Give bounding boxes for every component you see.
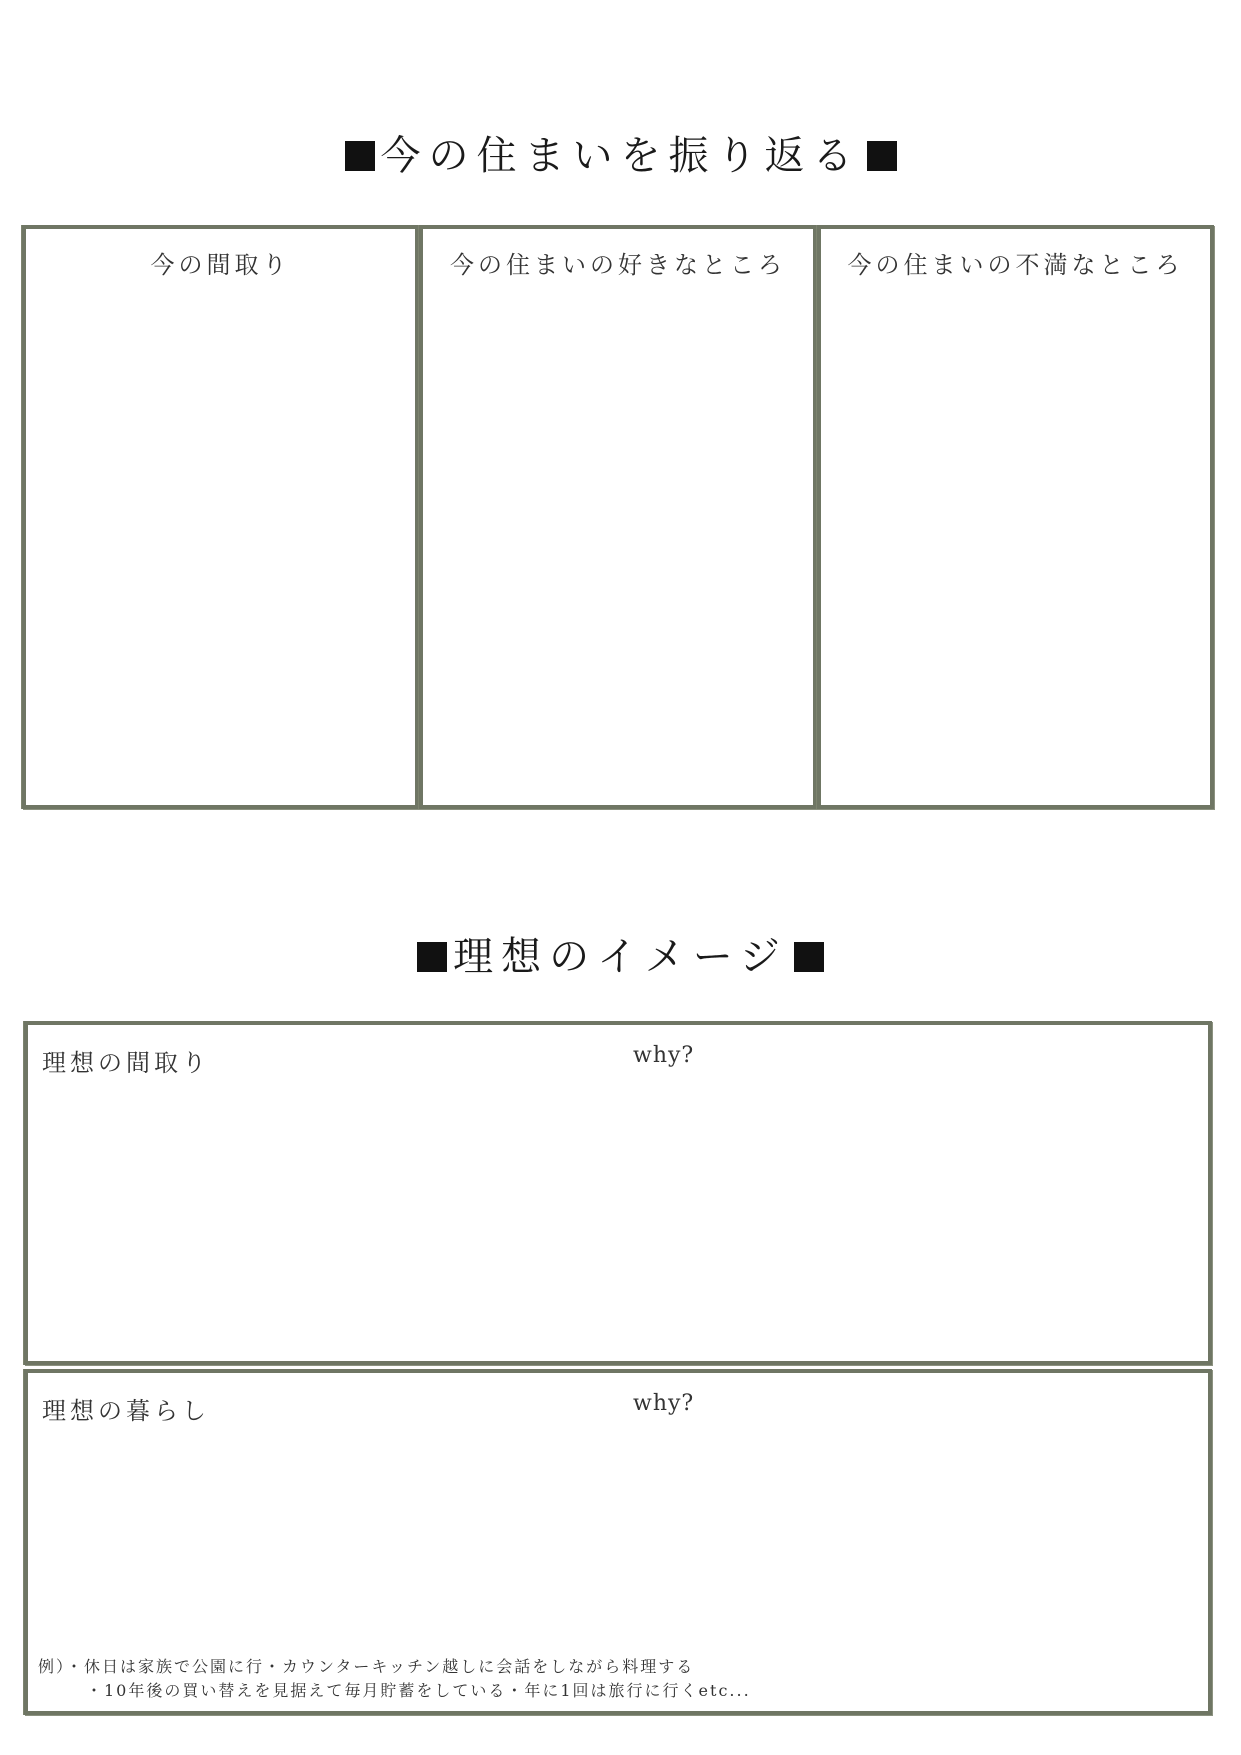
ideal-section-title-text: 理想のイメージ	[453, 934, 788, 980]
current-likes-label: 今の住まいの好きなところ	[450, 251, 786, 279]
ideal-section-title	[0, 925, 1241, 982]
square-bullet-icon	[867, 141, 897, 171]
example-notes	[38, 1655, 751, 1703]
current-layout-label: 今の間取り	[150, 251, 291, 279]
square-bullet-icon	[794, 942, 824, 972]
ideal-layout-label: 理想の間取り	[42, 1049, 210, 1077]
example-text-1: ・休日は家族で公園に行・カウンターキッチン越しに会話をしながら料理する	[66, 1657, 695, 1676]
current-likes-box[interactable]	[419, 225, 817, 809]
square-bullet-icon	[345, 141, 375, 171]
example-prefix: 例）	[38, 1657, 67, 1676]
current-dislikes-label: 今の住まいの不満なところ	[847, 251, 1184, 279]
ideal-life-why-label: why?	[633, 1391, 695, 1416]
ideal-layout-why-label: why?	[633, 1043, 695, 1068]
example-line-1	[38, 1655, 751, 1679]
ideal-life-label: 理想の暮らし	[42, 1397, 210, 1425]
square-bullet-icon	[417, 942, 447, 972]
review-section-title	[0, 124, 1241, 181]
example-line-2: ・10年後の買い替えを見据えて毎月貯蓄をしている・年に1回は旅行に行くetc...	[86, 1681, 751, 1700]
review-section-title-text: 今の住まいを振り返る	[380, 133, 861, 179]
ideal-life-box[interactable]	[24, 1369, 1212, 1715]
current-dislikes-box[interactable]	[817, 225, 1214, 809]
ideal-layout-box[interactable]	[24, 1021, 1212, 1365]
current-layout-box[interactable]	[22, 225, 419, 809]
